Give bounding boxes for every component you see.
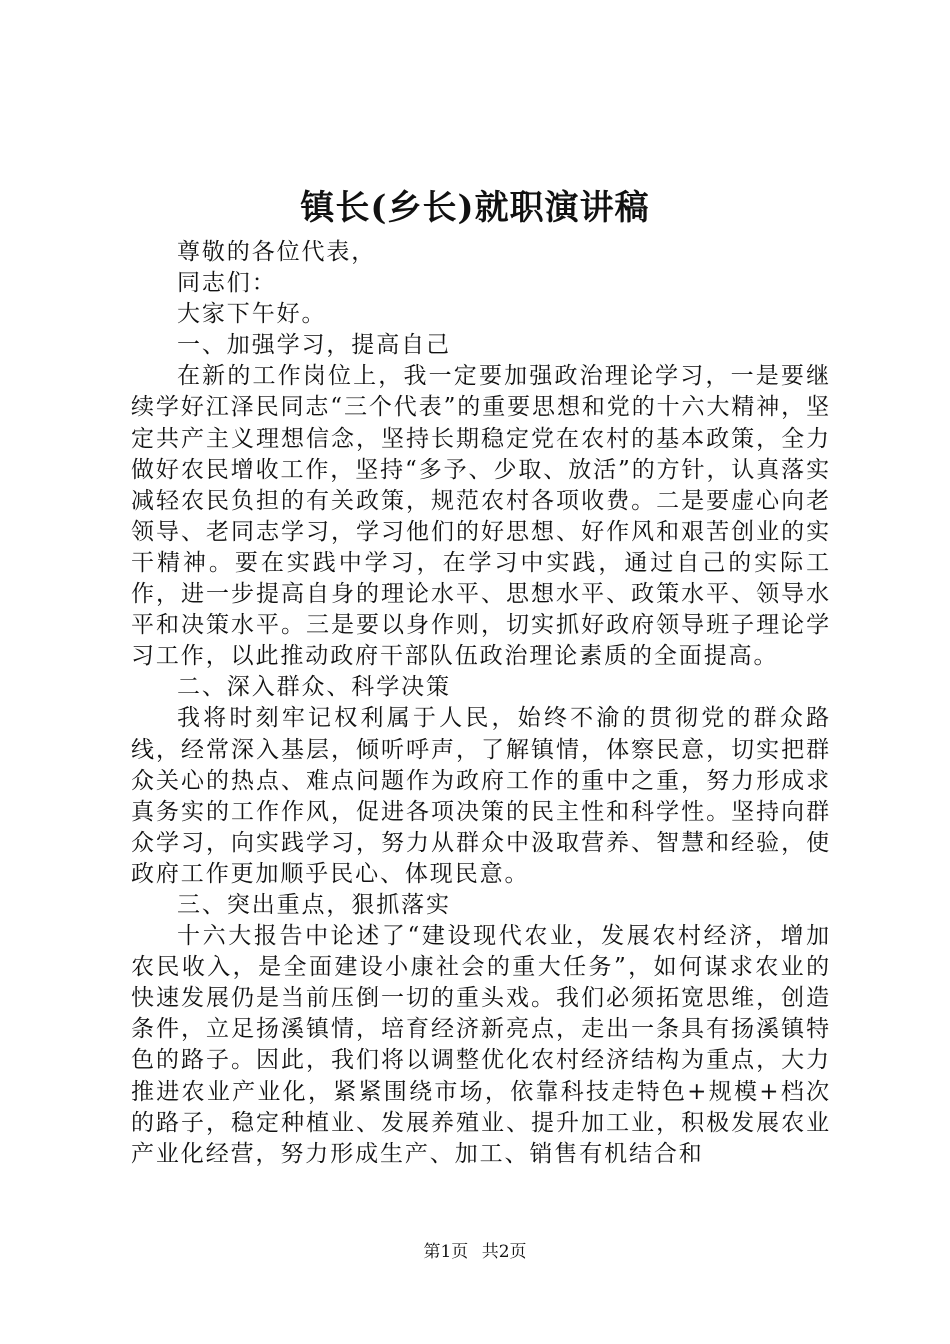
document-body — [131, 237, 831, 1170]
page-footer — [0, 1240, 950, 1264]
body-paragraph: 在新的工作岗位上，我一定要加强政治理论学习，一是要继续学好江泽民同志“三个代表”的重要思想和党的十六大精神，坚定共产主义理想信念，坚持长期稳定党在农村的基本政策，全力做好农民增收工作，坚持“多予、少取、放活”的方针，认真落实减轻农民负担的有关政策，规范农村各项收费。二是要虚心向老领导、老同志学习，学习他们的好思想、好作风和艰苦创业的实干精神。要在实践中学习，在学习中实践，通过自己的实际工作，进一步提高自身的理论水平、思想水平、政策水平、领导水平和决策水平。三是要以身作则，切实抓好政府领导班子理论学习工作，以此推动政府干部队伍政治理论素质的全面提高。 — [131, 363, 831, 670]
salutation: 同志们： — [177, 270, 277, 297]
greeting: 大家下午好。 — [177, 301, 327, 328]
section-heading: 三、突出重点，狠抓落实 — [177, 891, 451, 918]
section-heading: 二、深入群众、科学决策 — [177, 674, 451, 701]
body-paragraph: 我将时刻牢记权利属于人民，始终不渝的贯彻党的群众路线，经常深入基层，倾听呼声，了解镇情，体察民意，切实把群众关心的热点、难点问题作为政府工作的重中之重，努力形成求真务实的工作作风，促进各项决策的民主性和科学性。坚持向群众学习，向实践学习，努力从群众中汲取营养、智慧和经验，使政府工作更加顺乎民心、体现民意。 — [131, 705, 831, 887]
body-paragraph: 十六大报告中论述了“建设现代农业，发展农村经济，增加农民收入，是全面建设小康社会的重大任务”，如何谋求农业的快速发展仍是当前压倒一切的重头戏。我们必须拓宽思维，创造条件，立足扬溪镇情，培育经济新亮点，走出一条具有扬溪镇特色的路子。因此，我们将以调整优化农村经济结构为重点，大力推进农业产业化，紧紧围绕市场，依靠科技走特色+规模+档次的路子，稳定种植业、发展养殖业、提升加工业，积极发展农业产业化经营，努力形成生产、加工、销售有机结合和 — [131, 923, 831, 1167]
salutation: 尊敬的各位代表， — [177, 239, 377, 265]
page-number: 第1页 — [423, 1242, 469, 1262]
section-heading: 一、加强学习，提高自己 — [177, 332, 451, 359]
document-title: 镇长(乡长)就职演讲稿 — [300, 188, 650, 228]
page-total: 共2页 — [481, 1242, 527, 1262]
